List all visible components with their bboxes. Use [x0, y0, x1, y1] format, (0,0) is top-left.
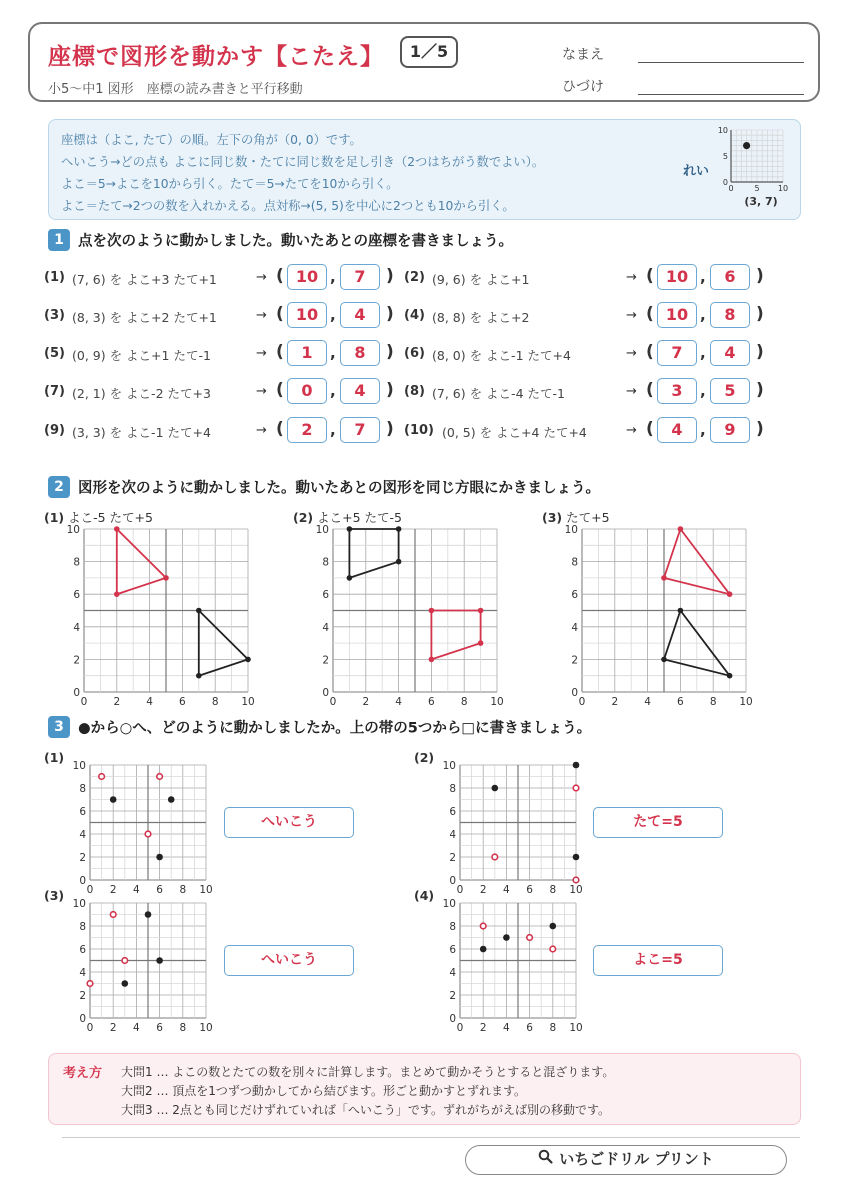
x-tick-label: 4	[503, 1022, 510, 1034]
x-tick-label: 10	[777, 184, 789, 193]
y-tick-label: 0	[79, 875, 86, 887]
coordinate-grid	[550, 522, 753, 712]
answer-shape	[431, 611, 480, 660]
original-vertex	[678, 608, 684, 614]
x-tick-label: 10	[241, 696, 255, 708]
y-tick-label: 10	[72, 898, 86, 910]
section3-heading	[48, 716, 591, 738]
y-tick-label: 10	[72, 760, 86, 772]
x-tick-label: 2	[109, 1022, 117, 1034]
answer-x-box[interactable]: 3	[657, 378, 697, 404]
filled-point	[156, 957, 163, 964]
y-tick-label: 8	[79, 783, 86, 795]
problem-row	[404, 378, 764, 406]
arrow: →	[256, 308, 267, 323]
answer-y-box[interactable]: 5	[710, 378, 750, 404]
intro-box	[48, 119, 801, 220]
graph-move-text: よこ+5 たて-5	[317, 510, 402, 525]
problem-text: (7, 6) を よこ+3 たて+1	[72, 272, 217, 287]
answer-vertex	[429, 657, 435, 663]
original-vertex	[727, 673, 733, 679]
filled-point	[573, 762, 580, 769]
open-paren: (	[646, 342, 654, 362]
answer-x-box[interactable]: 1	[287, 340, 327, 366]
problem-label: (2)	[404, 270, 425, 285]
filled-point	[168, 796, 175, 803]
y-tick-label: 6	[79, 806, 86, 818]
section3-instruction: ●から○へ、どのように動かしましたか。上の帯の5つから□に書きましょう。	[78, 720, 592, 737]
comma: ,	[330, 344, 336, 362]
problem-row	[44, 417, 404, 445]
filled-point	[503, 934, 510, 941]
x-tick-label: 0	[578, 696, 586, 708]
open-point	[122, 958, 128, 964]
comma: ,	[330, 268, 336, 286]
move-answer-box[interactable]: へいこう	[224, 807, 354, 838]
close-paren: )	[386, 380, 394, 400]
open-paren: (	[276, 380, 284, 400]
problem-text: (9, 6) を よこ+1	[432, 272, 530, 287]
x-tick-label: 6	[428, 696, 435, 708]
graph-number: (3)	[44, 888, 65, 903]
y-tick-label: 6	[79, 944, 86, 956]
section1-number: 1	[48, 229, 70, 251]
answer-vertex	[429, 608, 435, 614]
x-tick-label: 2	[479, 1022, 487, 1034]
move-answer-box[interactable]: よこ=5	[593, 945, 723, 976]
grid	[316, 524, 504, 708]
section2-heading	[48, 476, 600, 498]
x-tick-label: 0	[80, 696, 88, 708]
problem-text: (7, 6) を よこ-4 たて-1	[432, 386, 565, 401]
open-paren: (	[646, 304, 654, 324]
answer-vertex	[478, 608, 484, 614]
section2-instruction: 図形を次のように動かしました。動いたあとの図形を同じ方眼にかきましょう。	[78, 480, 600, 497]
problem-row	[404, 417, 764, 445]
answer-vertex	[678, 526, 684, 532]
answer-vertex	[661, 575, 667, 581]
problem-row	[404, 340, 764, 368]
y-tick-label: 10	[442, 760, 456, 772]
name-label: なまえ	[562, 47, 604, 63]
hint-line: 大問1 … よこの数とたての数を別々に計算します。まとめて動かそうとすると混ざります。	[121, 1065, 615, 1079]
answer-vertex	[727, 591, 733, 597]
y-tick-label: 0	[449, 875, 456, 887]
graph-number: (1)	[44, 750, 65, 765]
open-point	[550, 946, 556, 952]
close-paren: )	[756, 380, 764, 400]
x-tick-label: 6	[156, 884, 163, 896]
y-tick-label: 6	[449, 944, 456, 956]
open-point	[87, 981, 93, 987]
answer-y-box[interactable]: 4	[710, 340, 750, 366]
grid	[73, 760, 213, 896]
intro-line: よこ＝たて→2つの数を入れかえる。点対称→(5, 5)を中心に2つとも10から引く。	[61, 199, 515, 213]
arrow: →	[256, 423, 267, 438]
y-tick-label: 10	[564, 524, 578, 536]
intro-line: よこ＝5→よこを10から引く。たて＝5→たてを10から引く。	[61, 177, 399, 191]
problem-label: (1)	[44, 270, 65, 285]
open-paren: (	[646, 380, 654, 400]
problem-text: (0, 9) を よこ+1 たて-1	[72, 348, 211, 363]
x-tick-label: 0	[86, 1022, 94, 1034]
comma: ,	[330, 306, 336, 324]
open-point	[573, 877, 579, 883]
answer-y-box[interactable]: 7	[340, 264, 380, 290]
answer-y-box[interactable]: 4	[340, 302, 380, 328]
answer-y-box[interactable]: 4	[340, 378, 380, 404]
name-field[interactable]	[638, 62, 804, 63]
answer-y-box[interactable]: 6	[710, 264, 750, 290]
answer-x-box[interactable]: 10	[657, 302, 697, 328]
section1-instruction: 点を次のように動かしました。動いたあとの座標を書きましょう。	[78, 233, 513, 250]
page-number: 1／5	[400, 36, 458, 68]
example-label: れい	[683, 164, 710, 179]
x-tick-label: 10	[739, 696, 753, 708]
answer-vertex	[114, 591, 120, 597]
x-tick-label: 8	[709, 696, 717, 708]
original-vertex	[396, 559, 402, 565]
y-tick-label: 6	[571, 589, 578, 602]
arrow: →	[256, 346, 267, 361]
hint-line: 大問3 … 2点とも同じだけずれていれば「へいこう」です。ずれがちがえば別の移動です。	[121, 1103, 610, 1117]
open-paren: (	[276, 342, 284, 362]
close-paren: )	[756, 419, 764, 439]
graph-move-text: よこ-5 たて+5	[68, 510, 153, 525]
open-point	[492, 854, 498, 860]
y-tick-label: 10	[315, 524, 329, 536]
x-tick-label: 4	[133, 884, 140, 896]
x-tick-label: 10	[569, 1022, 583, 1034]
arrow: →	[256, 270, 267, 285]
arrow: →	[626, 423, 637, 438]
problem-label: (9)	[44, 423, 65, 438]
footer-divider	[62, 1137, 800, 1138]
filled-point	[550, 923, 557, 930]
x-tick-label: 10	[199, 884, 213, 896]
graph-number: (3)	[542, 510, 563, 525]
original-vertex	[396, 526, 402, 532]
answer-x-box[interactable]: 0	[287, 378, 327, 404]
problem-row	[404, 264, 764, 292]
filled-point	[156, 854, 163, 861]
y-tick-label: 8	[73, 556, 80, 569]
answer-x-box[interactable]: 4	[657, 417, 697, 443]
comma: ,	[330, 421, 336, 439]
filled-point	[573, 854, 580, 861]
problem-text: (8, 8) を よこ+2	[432, 310, 530, 325]
x-tick-label: 2	[113, 696, 121, 708]
x-tick-label: 0	[86, 884, 94, 896]
problem-row	[44, 340, 404, 368]
comma: ,	[700, 306, 706, 324]
y-tick-label: 2	[73, 654, 80, 667]
arrow: →	[256, 384, 267, 399]
hint-title: 考え方	[63, 1066, 103, 1081]
y-tick-label: 4	[79, 829, 86, 841]
hint-line: 大問2 … 頂点を1つずつ動かしてから結びます。形ごと動かすとずれます。	[121, 1084, 526, 1098]
y-tick-label: 8	[79, 921, 86, 933]
y-tick-label: 4	[79, 967, 86, 979]
date-label: ひづけ	[562, 79, 604, 95]
x-tick-label: 0	[329, 696, 337, 708]
y-tick-label: 6	[449, 806, 456, 818]
open-point	[145, 831, 151, 837]
open-paren: (	[276, 304, 284, 324]
close-paren: )	[756, 266, 764, 286]
problem-text: (8, 3) を よこ+2 たて+1	[72, 310, 217, 325]
x-tick-label: 8	[460, 696, 468, 708]
problem-label: (5)	[44, 346, 65, 361]
original-vertex	[661, 657, 667, 663]
open-point	[527, 935, 533, 941]
coordinate-grid	[56, 754, 216, 894]
answer-x-box[interactable]: 10	[657, 264, 697, 290]
comma: ,	[700, 382, 706, 400]
answer-y-box[interactable]: 7	[340, 417, 380, 443]
y-tick-label: 2	[571, 654, 578, 667]
x-tick-label: 10	[199, 1022, 213, 1034]
x-tick-label: 2	[109, 884, 117, 896]
open-point	[110, 912, 116, 918]
section3-number: 3	[48, 716, 70, 738]
filled-point	[480, 946, 487, 953]
x-tick-label: 4	[644, 696, 651, 708]
graph-move-text: たて+5	[566, 510, 610, 525]
x-tick-label: 4	[395, 696, 402, 708]
arrow: →	[626, 384, 637, 399]
y-tick-label: 4	[73, 621, 80, 634]
x-tick-label: 0	[728, 184, 734, 193]
filled-point	[110, 796, 117, 803]
arrow: →	[626, 308, 637, 323]
graph-number: (2)	[414, 750, 435, 765]
y-tick-label: 6	[322, 589, 329, 602]
problem-text: (2, 1) を よこ-2 たて+3	[72, 386, 211, 401]
x-tick-label: 4	[146, 696, 153, 708]
open-point	[480, 923, 486, 929]
x-tick-label: 8	[549, 1022, 557, 1034]
graph-number: (4)	[414, 888, 435, 903]
x-tick-label: 10	[569, 884, 583, 896]
original-vertex	[347, 575, 353, 581]
problem-text: (0, 5) を よこ+4 たて+4	[442, 425, 587, 440]
problem-label: (10)	[404, 423, 434, 438]
y-tick-label: 0	[449, 1013, 456, 1025]
worksheet-header	[28, 22, 820, 102]
close-paren: )	[386, 266, 394, 286]
y-tick-label: 0	[79, 1013, 86, 1025]
close-paren: )	[386, 342, 394, 362]
problem-label: (8)	[404, 384, 425, 399]
coordinate-grid	[426, 754, 586, 894]
answer-y-box[interactable]: 8	[340, 340, 380, 366]
worksheet-subtitle: 小5〜中1 図形 座標の読み書きと平行移動	[48, 82, 303, 97]
x-tick-label: 2	[611, 696, 619, 708]
original-shape	[349, 529, 398, 578]
answer-vertex	[478, 640, 484, 646]
section1-heading	[48, 229, 513, 251]
search-icon	[538, 1146, 553, 1173]
open-point	[157, 774, 163, 780]
y-tick-label: 0	[73, 687, 80, 699]
problem-label: (4)	[404, 308, 425, 323]
y-tick-label: 8	[571, 556, 578, 569]
y-tick-label: 2	[322, 654, 329, 667]
brand-button[interactable]	[465, 1145, 787, 1175]
open-paren: (	[646, 419, 654, 439]
answer-y-box[interactable]: 8	[710, 302, 750, 328]
y-tick-label: 4	[449, 829, 456, 841]
grid	[565, 524, 753, 708]
problem-text: (3, 3) を よこ-1 たて+4	[72, 425, 211, 440]
y-tick-label: 8	[449, 783, 456, 795]
x-tick-label: 4	[133, 1022, 140, 1034]
x-tick-label: 6	[156, 1022, 163, 1034]
x-tick-label: 0	[456, 1022, 464, 1034]
arrow: →	[626, 270, 637, 285]
problem-text: (8, 0) を よこ-1 たて+4	[432, 348, 571, 363]
y-tick-label: 4	[449, 967, 456, 979]
example-grid	[717, 124, 797, 196]
filled-point	[492, 785, 499, 792]
x-tick-label: 8	[211, 696, 219, 708]
original-vertex	[196, 673, 202, 679]
example-caption: (3, 7)	[744, 195, 778, 208]
coordinate-grid	[301, 522, 504, 712]
open-paren: (	[276, 419, 284, 439]
y-tick-label: 2	[449, 990, 456, 1002]
close-paren: )	[756, 304, 764, 324]
answer-vertex	[114, 526, 120, 532]
x-tick-label: 8	[549, 884, 557, 896]
answer-vertex	[163, 575, 169, 581]
answer-y-box[interactable]: 9	[710, 417, 750, 443]
coordinate-grid	[56, 892, 216, 1032]
open-point	[573, 785, 579, 791]
comma: ,	[700, 421, 706, 439]
arrow: →	[626, 346, 637, 361]
problem-label: (7)	[44, 384, 65, 399]
coordinate-grid	[52, 522, 255, 712]
x-tick-label: 8	[179, 1022, 187, 1034]
y-tick-label: 10	[442, 898, 456, 910]
graph-number: (1)	[44, 510, 65, 525]
problem-row	[44, 264, 404, 292]
x-tick-label: 0	[456, 884, 464, 896]
original-vertex	[245, 657, 251, 663]
x-tick-label: 2	[479, 884, 487, 896]
filled-point	[122, 980, 129, 987]
y-tick-label: 0	[322, 687, 329, 699]
answer-x-box[interactable]: 2	[287, 417, 327, 443]
open-point	[99, 774, 105, 780]
y-tick-label: 6	[73, 589, 80, 602]
open-paren: (	[276, 266, 284, 286]
y-tick-label: 2	[79, 990, 86, 1002]
worksheet-title: 座標で図形を動かす【こたえ】	[48, 44, 384, 70]
hint-box	[48, 1053, 801, 1125]
x-tick-label: 4	[503, 884, 510, 896]
x-tick-label: 5	[754, 184, 760, 193]
intro-line: 座標は（よこ, たて）の順。左下の角が（0, 0）です。	[61, 133, 362, 147]
comma: ,	[700, 268, 706, 286]
grid	[67, 524, 255, 708]
problem-row	[44, 378, 404, 406]
y-tick-label: 2	[449, 852, 456, 864]
date-field[interactable]	[638, 94, 804, 95]
y-tick-label: 4	[322, 621, 329, 634]
x-tick-label: 2	[362, 696, 370, 708]
close-paren: )	[756, 342, 764, 362]
close-paren: )	[386, 419, 394, 439]
filled-point	[145, 911, 152, 918]
y-tick-label: 4	[571, 621, 578, 634]
graph-number: (2)	[293, 510, 314, 525]
coordinate-grid	[426, 892, 586, 1032]
x-tick-label: 10	[490, 696, 504, 708]
y-tick-label: 5	[722, 152, 728, 161]
y-tick-label: 0	[722, 178, 728, 187]
grid	[73, 898, 213, 1034]
y-tick-label: 8	[322, 556, 329, 569]
grid	[443, 760, 583, 896]
x-tick-label: 6	[677, 696, 684, 708]
answer-x-box[interactable]: 10	[287, 264, 327, 290]
problem-row	[404, 302, 764, 330]
answer-x-box[interactable]: 10	[287, 302, 327, 328]
example-point	[743, 142, 750, 149]
original-vertex	[347, 526, 353, 532]
comma: ,	[700, 344, 706, 362]
brand-name: いちごドリル プリント	[559, 1150, 714, 1168]
open-paren: (	[646, 266, 654, 286]
x-tick-label: 6	[179, 696, 186, 708]
intro-line: へいこう→どの点も よこに同じ数・たてに同じ数を足し引き（2つはちがう数でよい）。	[61, 155, 545, 169]
problem-row	[44, 302, 404, 330]
move-answer-box[interactable]: たて=5	[593, 807, 723, 838]
y-tick-label: 2	[79, 852, 86, 864]
grid	[443, 898, 583, 1034]
x-tick-label: 8	[179, 884, 187, 896]
section2-number: 2	[48, 476, 70, 498]
move-answer-box[interactable]: へいこう	[224, 945, 354, 976]
comma: ,	[330, 382, 336, 400]
problem-label: (3)	[44, 308, 65, 323]
y-tick-label: 8	[449, 921, 456, 933]
x-tick-label: 6	[526, 1022, 533, 1034]
problem-label: (6)	[404, 346, 425, 361]
answer-x-box[interactable]: 7	[657, 340, 697, 366]
y-tick-label: 10	[717, 126, 728, 135]
close-paren: )	[386, 304, 394, 324]
y-tick-label: 0	[571, 687, 578, 699]
y-tick-label: 10	[66, 524, 80, 536]
original-vertex	[196, 608, 202, 614]
x-tick-label: 6	[526, 884, 533, 896]
